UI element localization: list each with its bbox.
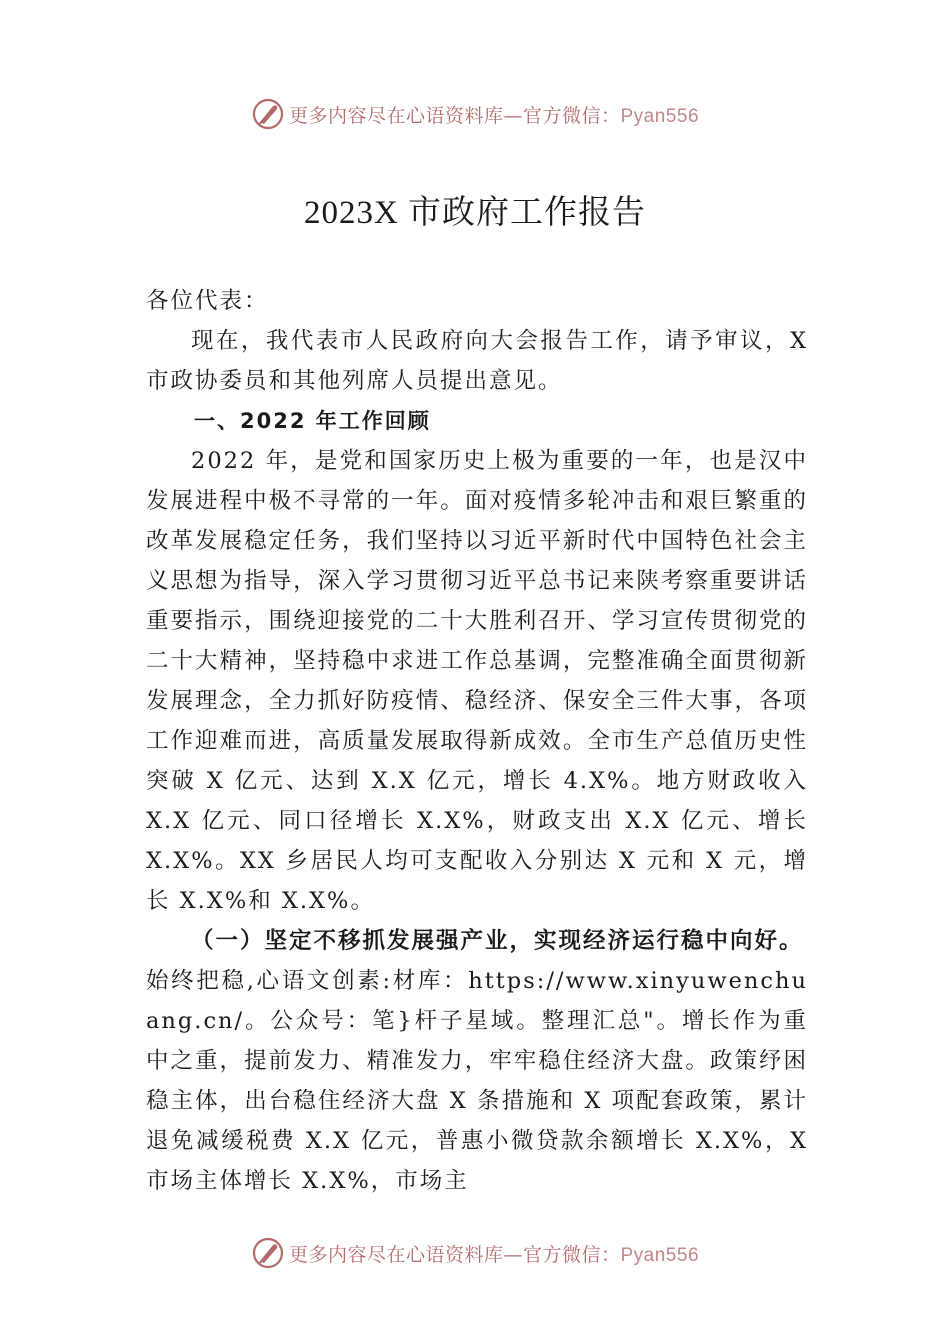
section-heading: 一、2022 年工作回顾 bbox=[194, 409, 431, 433]
watermark-handle: Pyan556 bbox=[620, 105, 700, 127]
quill-pen-icon bbox=[251, 1236, 285, 1270]
watermark-banner-top bbox=[0, 94, 950, 134]
subsection-heading: （一）坚定不移抓发展强产业，实现经济运行稳中向好。 bbox=[191, 928, 804, 954]
subsection-paragraph: 始终把稳,心语文创素:材库：https://www.xinyuwenchuang.cn/。公众号：笔}杆子星域。整理汇总"。增长作为重中之重，提前发力、精准发力，牢牢稳住经济大盘。政策纾困稳主体，出台稳住经济大盘 X 条措施和 X 项配套政策，累计退免减缓税费 X.X 亿元，普惠小微贷款余额增长 X.X%，X 市场主体增长 X.X%，市场主 bbox=[146, 968, 808, 1194]
watermark-brand: 更多内容尽在心语资料库—官方微信： bbox=[288, 104, 621, 127]
document-title: 2023X 市政府工作报告 bbox=[303, 195, 647, 231]
watermark-banner-bottom bbox=[0, 1233, 950, 1273]
watermark-handle: Pyan556 bbox=[620, 1244, 700, 1266]
overview-paragraph: 2022 年，是党和国家历史上极为重要的一年，也是汉中发展进程中极不寻常的一年。面对疫情多轮冲击和艰巨繁重的改革发展稳定任务，我们坚持以习近平新时代中国特色社会主义思想为指导，深入学习贯彻习近平总书记来陕考察重要讲话重要指示，围绕迎接党的二十大胜利召开、学习宣传贯彻党的二十大精神，坚持稳中求进工作总基调，完整准确全面贯彻新发展理念，全力抓好防疫情、稳经济、保安全三件大事，各项工作迎难而进，高质量发展取得新成效。全市生产总值历史性突破 X 亿元、达到 X.X 亿元，增长 4.X%。地方财政收入 X.X 亿元、同口径增长 X.X%，财政支出 X.X 亿元、增长 X.X%。XX 乡居民人均可支配收入分别达 X 元和 X 元，增长 X.X%和 X.X%。 bbox=[146, 448, 808, 914]
salutation: 各位代表： bbox=[146, 288, 269, 314]
intro-paragraph: 现在，我代表市人民政府向大会报告工作，请予审议，X市政协委员和其他列席人员提出意见。 bbox=[146, 328, 808, 394]
watermark-text bbox=[289, 101, 699, 128]
watermark-brand: 更多内容尽在心语资料库—官方微信： bbox=[288, 1243, 621, 1266]
watermark-text bbox=[289, 1240, 699, 1267]
document-body bbox=[146, 281, 808, 1201]
quill-pen-icon bbox=[251, 97, 285, 131]
